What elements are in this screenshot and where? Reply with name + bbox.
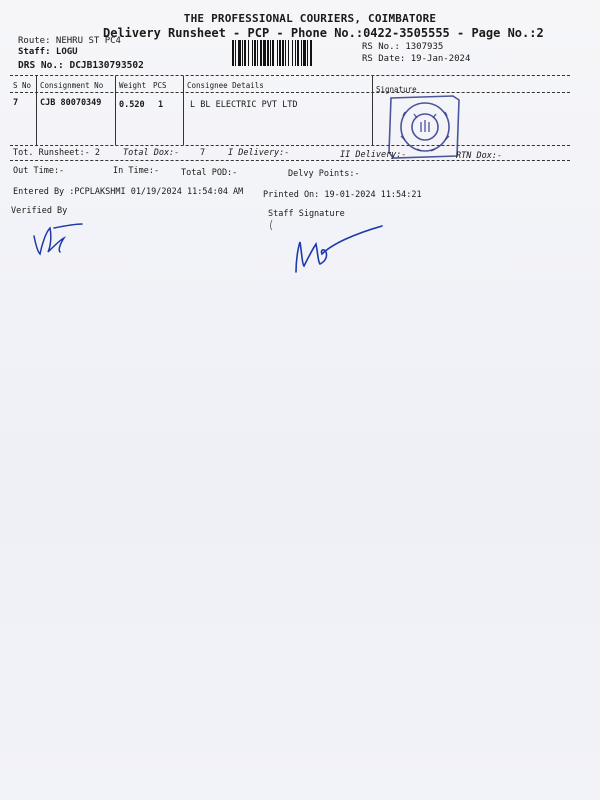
header-pcs: PCS (153, 81, 167, 90)
route-label: Route: NEHRU ST PC4 (18, 36, 121, 46)
totals-rule (10, 160, 570, 161)
row-pcs: 1 (158, 100, 164, 110)
header-consignee: Consignee Details (187, 81, 264, 90)
col-divider (115, 76, 116, 145)
entered-by: Entered By :PCPLAKSHMI 01/19/2024 11:54:04 AM (13, 187, 244, 197)
table-top-rule (10, 75, 570, 76)
staff-signature-label: Staff Signature (268, 209, 345, 219)
delvy-points: Delvy Points:- (288, 169, 360, 179)
table-bottom-rule (10, 145, 570, 146)
header-consignment: Consignment No (40, 81, 104, 90)
header-signature: Signature (376, 85, 417, 94)
i-delivery: I Delivery:- (228, 148, 290, 158)
printed-on: Printed On: 19-01-2024 11:54:21 (263, 190, 422, 200)
out-time: Out Time:- (13, 166, 65, 176)
rtn-dox: RTN Dox:- (456, 151, 503, 161)
row-weight: 0.520 (119, 100, 145, 110)
row-consignment: CJB 80070349 (40, 98, 102, 108)
staff-signature (268, 214, 388, 278)
total-runsheet: Tot. Runsheet:- 2 (13, 148, 100, 158)
header-weight: Weight (119, 81, 147, 90)
rs-date: RS Date: 19-Jan-2024 (362, 54, 471, 64)
staff-label: Staff: LOGU (18, 47, 78, 57)
row-sno: 7 (13, 98, 19, 108)
header-sno: S No (13, 81, 32, 90)
table-header-rule (10, 92, 570, 93)
barcode (232, 40, 356, 66)
total-dox-value: 7 (200, 148, 206, 158)
row-consignee: L BL ELECTRIC PVT LTD (190, 100, 298, 110)
total-pod: Total POD:- (181, 168, 238, 178)
verifier-signature (30, 218, 86, 258)
in-time: In Time:- (113, 166, 160, 176)
total-dox-label: Total Dox:- (123, 148, 180, 158)
rs-number: RS No.: 1307935 (362, 42, 444, 52)
verified-by: Verified By (11, 206, 68, 216)
col-divider (372, 76, 373, 145)
col-divider (36, 76, 37, 145)
drs-number: DRS No.: DCJB130793502 (18, 60, 144, 71)
company-title: THE PROFESSIONAL COURIERS, COIMBATORE (183, 12, 437, 25)
runsheet-subtitle: Delivery Runsheet - PCP - Phone No.:0422-3505555 - Page No.:2 (103, 26, 544, 40)
col-divider (183, 76, 184, 145)
ii-delivery: II Delivery:- (340, 150, 407, 160)
